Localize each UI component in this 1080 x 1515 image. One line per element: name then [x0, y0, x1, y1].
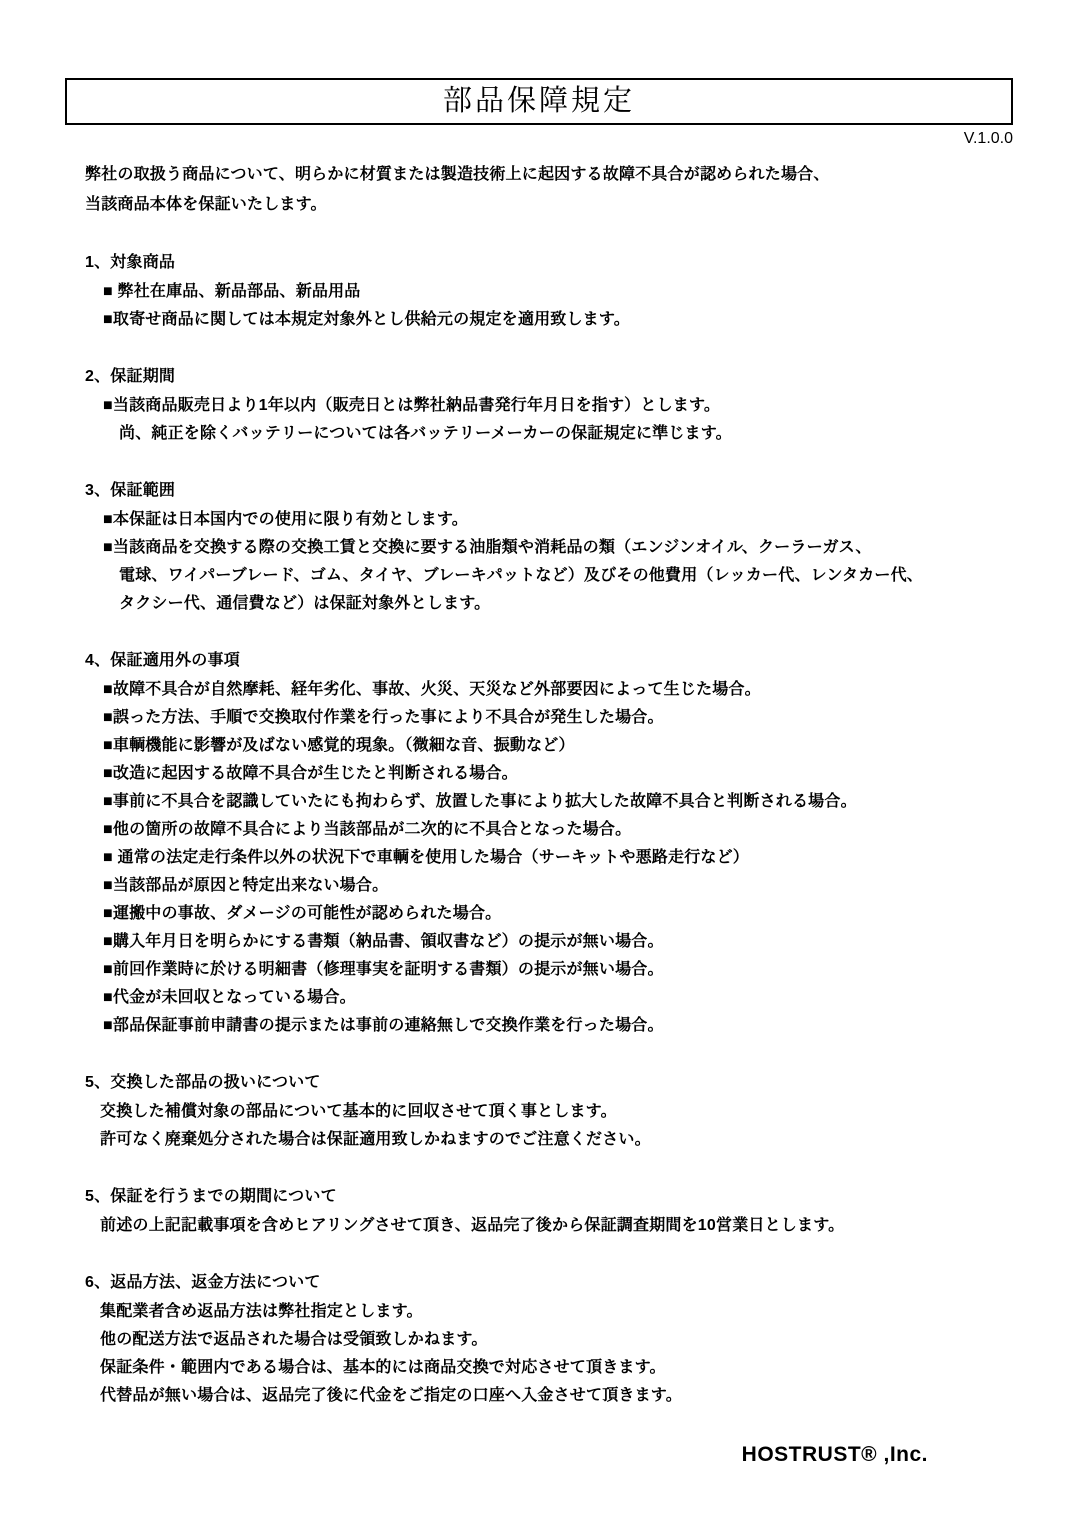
section-line: ■前回作業時に於ける明細書（修理事実を証明する書類）の提示が無い場合。: [103, 961, 664, 978]
section-line: 代替品が無い場合は、返品完了後に代金をご指定の口座へ入金させて頂きます。: [100, 1387, 682, 1404]
section-line: ■故障不具合が自然摩耗、経年劣化、事故、火災、天災など外部要因によって生じた場合。: [103, 681, 761, 698]
section-line: ■取寄せ商品に関しては本規定対象外とし供給元の規定を適用致します。: [103, 311, 630, 328]
document-section: [85, 476, 1025, 618]
section-line: 尚、純正を除くバッテリーについては各バッテリーメーカーの保証規定に準じます。: [119, 425, 732, 442]
section-line: ■ 弊社在庫品、新品部品、新品用品: [103, 283, 361, 300]
section-line: ■運搬中の事故、ダメージの可能性が認められた場合。: [103, 905, 502, 922]
document-section: [85, 248, 1025, 334]
section-line: ■車輌機能に影響が及ばない感覚的現象。（微細な音、振動など）: [103, 737, 575, 754]
section-line: 集配業者含め返品方法は弊社指定とします。: [100, 1303, 423, 1320]
section-heading: 5、保証を行うまでの期間について: [85, 1188, 337, 1205]
document-section: [85, 362, 1025, 448]
section-line: ■改造に起因する故障不具合が生じたと判断される場合。: [103, 765, 518, 782]
section-line: ■部品保証事前申請書の提示または事前の連絡無しで交換作業を行った場合。: [103, 1017, 664, 1034]
section-line: ■当該商品を交換する際の交換工賃と交換に要する油脂類や消耗品の類（エンジンオイル、クーラーガス、: [103, 539, 872, 556]
document-section: [85, 1268, 1025, 1410]
section-line: ■誤った方法、手順で交換取付作業を行った事により不具合が発生した場合。: [103, 709, 664, 726]
document-section: [85, 1182, 1025, 1240]
document-body: [85, 160, 1025, 1410]
section-line: 保証条件・範囲内である場合は、基本的には商品交換で対応させて頂きます。: [100, 1359, 666, 1376]
section-heading: 1、対象商品: [85, 254, 176, 271]
document-section: [85, 646, 1025, 1040]
page-title: 部品保障規定: [442, 85, 635, 117]
section-heading: 2、保証期間: [85, 368, 176, 385]
section-heading: 6、返品方法、返金方法について: [85, 1274, 321, 1291]
section-line: 電球、ワイパーブレード、ゴム、タイヤ、ブレーキパットなど）及びその他費用（レッカー代、レンタカー代、: [119, 567, 924, 584]
section-line: ■他の箇所の故障不具合により当該部品が二次的に不具合となった場合。: [103, 821, 632, 838]
version-label: V.1.0.0: [963, 130, 1013, 147]
section-line: 他の配送方法で返品された場合は受領致しかねます。: [100, 1331, 488, 1348]
section-line: 交換した補償対象の部品について基本的に回収させて頂く事とします。: [100, 1103, 617, 1120]
section-line: ■当該部品が原因と特定出来ない場合。: [103, 877, 389, 894]
section-line: 許可なく廃棄処分された場合は保証適用致しかねますのでご注意ください。: [100, 1131, 651, 1148]
intro-paragraph: [85, 160, 1025, 220]
section-heading: 4、保証適用外の事項: [85, 652, 240, 669]
section-line: タクシー代、通信費など）は保証対象外とします。: [119, 595, 491, 612]
section-heading: 5、交換した部品の扱いについて: [85, 1074, 321, 1091]
sections-container: [85, 248, 1025, 1410]
section-heading: 3、保証範囲: [85, 482, 176, 499]
company-name: HOSTRUST® ,Inc.: [741, 1443, 928, 1466]
intro-line: 弊社の取扱う商品について、明らかに材質または製造技術上に起因する故障不具合が認められた場合、: [85, 166, 830, 183]
section-line: ■事前に不具合を認識していたにも拘わらず、放置した事により拡大した故障不具合と判断される場合。: [103, 793, 857, 810]
section-line: 前述の上記記載事項を含めヒアリングさせて頂き、返品完了後から保証調査期間を10営業日とします。: [100, 1217, 845, 1234]
section-line: ■本保証は日本国内での使用に限り有効とします。: [103, 511, 468, 528]
intro-line: 当該商品本体を保証いたします。: [85, 196, 327, 213]
title-box: [65, 78, 1013, 125]
section-line: ■代金が未回収となっている場合。: [103, 989, 356, 1006]
section-line: ■当該商品販売日より1年以内（販売日とは弊社納品書発行年月日を指す）とします。: [103, 397, 721, 414]
section-line: ■ 通常の法定走行条件以外の状況下で車輌を使用した場合（サーキットや悪路走行など）: [103, 849, 749, 866]
document-section: [85, 1068, 1025, 1154]
section-line: ■購入年月日を明らかにする書類（納品書、領収書など）の提示が無い場合。: [103, 933, 664, 950]
